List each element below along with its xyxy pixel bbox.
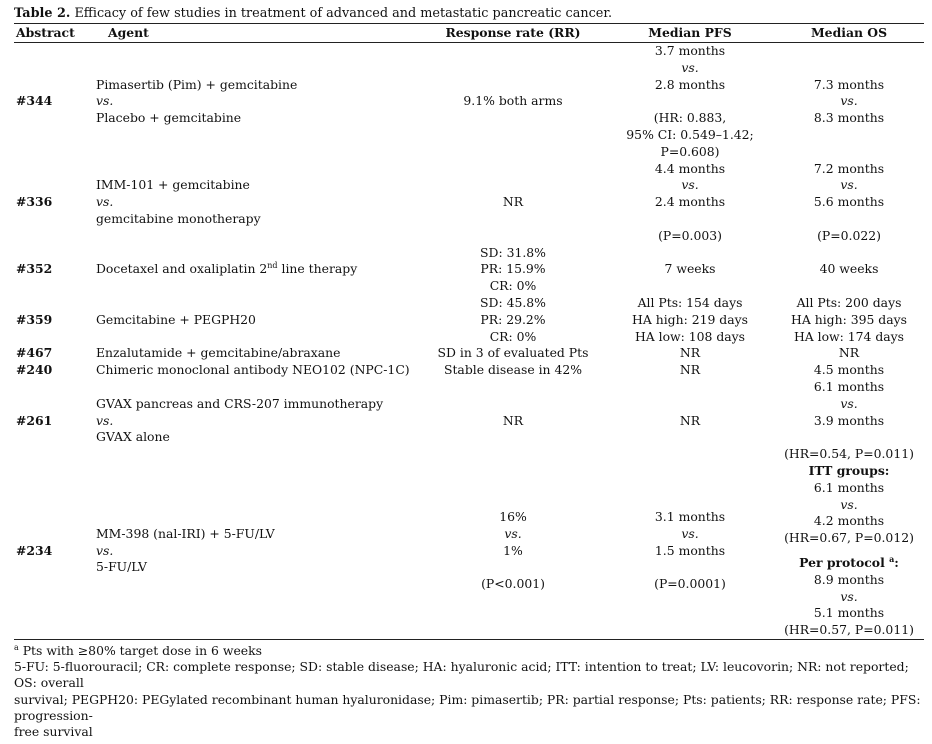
rr-cell <box>420 295 606 345</box>
rr-cell: Stable disease in 42% <box>443 362 583 378</box>
os-line: 8.3 months <box>813 110 885 126</box>
rr-line: SD: 45.8% <box>480 294 546 310</box>
agent-cell <box>94 43 420 161</box>
agent-line: vs. <box>96 412 114 428</box>
os-line: 6.1 months <box>813 378 885 394</box>
abbreviations-line: survival; PEGPH20: PEGylated recombinant human hyaluronidase; Pim: pimasertib; PR: partial response; Pts: patients; RR: response rate; PFS: progression- <box>14 691 921 723</box>
abstract-id: #467 <box>16 345 53 361</box>
pfs-cell <box>606 161 774 245</box>
footnote-mark: a <box>889 553 895 564</box>
rr-line: (P<0.001) <box>481 576 545 592</box>
rr-cell: NR <box>502 412 524 428</box>
agent-cell <box>94 161 420 245</box>
pfs-line: HA low: 108 days <box>634 328 746 344</box>
agent-line: IMM-101 + gemcitabine <box>96 177 250 193</box>
rr-line: 16% <box>499 508 527 524</box>
header-row <box>14 24 924 43</box>
os-line: vs. <box>840 177 858 193</box>
os-line: (HR=0.67, P=0.012) <box>784 530 914 546</box>
agent-line: 5-FU/LV <box>96 559 147 575</box>
caption-label: Table 2. <box>14 6 71 21</box>
os-line: vs. <box>840 588 858 604</box>
os-cell <box>774 43 924 161</box>
ordinal-superscript: nd <box>267 261 278 271</box>
pfs-line: 2.8 months <box>654 76 726 92</box>
caption-text: Efficacy of few studies in treatment of advanced and metastatic pancreatic cancer. <box>74 6 613 21</box>
table-caption <box>14 6 924 22</box>
os-line: HA low: 174 days <box>793 328 905 344</box>
table-row <box>14 161 924 245</box>
agent-line: vs. <box>96 93 114 109</box>
pfs-line: vs. <box>681 177 699 193</box>
abstract-id: #344 <box>16 93 53 109</box>
rr-cell <box>420 463 606 639</box>
os-cell: NR <box>838 345 860 361</box>
os-cell <box>774 161 924 245</box>
agent-text: line therapy <box>277 261 358 277</box>
agent-line: vs. <box>96 194 114 210</box>
os-line: (HR=0.54, P=0.011) <box>784 446 914 462</box>
os-cell: 40 weeks <box>819 261 879 277</box>
rr-cell: NR <box>502 194 524 210</box>
pfs-line: 4.4 months <box>654 160 726 176</box>
rr-line: CR: 0% <box>489 328 537 344</box>
pfs-line: 3.1 months <box>654 508 726 524</box>
table-row <box>14 463 924 639</box>
table-row <box>14 362 924 379</box>
rr-cell: SD in 3 of evaluated Pts <box>437 345 589 361</box>
os-line: 7.2 months <box>813 160 885 176</box>
rr-cell <box>420 245 606 295</box>
pfs-cell: NR <box>679 345 701 361</box>
header-os: Median OS <box>810 25 888 40</box>
pfs-line: 1.5 months <box>654 542 726 558</box>
table-row <box>14 295 924 345</box>
header-agent: Agent <box>108 25 149 40</box>
document-page <box>14 6 924 740</box>
abstract-id: #240 <box>16 362 53 378</box>
rr-line: 1% <box>503 542 523 558</box>
os-cell <box>774 463 924 639</box>
rr-line: vs. <box>504 525 522 541</box>
agent-line: gemcitabine monotherapy <box>96 210 261 226</box>
header-abstract: Abstract <box>16 25 75 40</box>
os-itt-label: ITT groups: <box>808 462 890 478</box>
pfs-line: P=0.608) <box>660 143 720 159</box>
os-pp-colon: : <box>894 554 899 570</box>
agent-line: MM-398 (nal-IRI) + 5-FU/LV <box>96 525 275 541</box>
footnote-mark: a <box>14 642 19 652</box>
os-line: HA high: 395 days <box>791 311 907 327</box>
pfs-cell: NR <box>679 362 701 378</box>
rr-line: SD: 31.8% <box>480 244 546 260</box>
agent-line: GVAX pancreas and CRS-207 immunotherapy <box>96 395 384 411</box>
agent-line: Pimasertib (Pim) + gemcitabine <box>96 76 298 92</box>
table-footnotes <box>14 643 924 740</box>
agent-cell <box>94 463 420 639</box>
os-line: 5.6 months <box>813 194 885 210</box>
abstract-id: #336 <box>16 194 53 210</box>
os-line: (HR=0.57, P=0.011) <box>784 622 914 638</box>
os-line: vs. <box>840 496 858 512</box>
pfs-line: (P=0.0001) <box>654 576 726 592</box>
pfs-cell <box>606 295 774 345</box>
os-line: vs. <box>840 93 858 109</box>
pfs-line: 95% CI: 0.549–1.42; <box>626 126 754 142</box>
os-line: 3.9 months <box>813 412 885 428</box>
rr-line: CR: 0% <box>489 278 537 294</box>
os-line: 6.1 months <box>813 479 885 495</box>
agent-line: Placebo + gemcitabine <box>96 110 242 126</box>
table-row <box>14 345 924 362</box>
table-row <box>14 245 924 295</box>
abstract-id: #261 <box>16 412 53 428</box>
os-line: (P=0.022) <box>817 227 881 243</box>
footnote-a <box>14 643 924 659</box>
pfs-cell <box>606 463 774 639</box>
os-line: 7.3 months <box>813 76 885 92</box>
abbreviations-line: free survival <box>14 723 93 739</box>
pfs-cell: NR <box>679 412 701 428</box>
os-line: 8.9 months <box>813 571 885 587</box>
agent-cell: Enzalutamide + gemcitabine/abraxane <box>96 345 341 361</box>
pfs-line: vs. <box>681 525 699 541</box>
header-pfs: Median PFS <box>648 25 732 40</box>
table-row <box>14 379 924 463</box>
pfs-line: 2.4 months <box>654 194 726 210</box>
pfs-cell: 7 weeks <box>664 261 716 277</box>
agent-text: Docetaxel and oxaliplatin 2 <box>96 261 268 277</box>
pfs-line: (HR: 0.883, <box>653 110 727 126</box>
agent-cell: Chimeric monoclonal antibody NEO102 (NPC-1C) <box>96 362 410 378</box>
os-line: vs. <box>840 395 858 411</box>
footnote-a-text: Pts with ≥80% target dose in 6 weeks <box>18 642 262 658</box>
pfs-line: (P=0.003) <box>658 227 722 243</box>
abstract-id: #234 <box>16 542 53 558</box>
pfs-line: 3.7 months <box>654 43 726 58</box>
table-row <box>14 43 924 161</box>
os-cell: 4.5 months <box>813 362 885 378</box>
pfs-line: HA high: 219 days <box>632 311 748 327</box>
os-pp-label-text: Per protocol <box>799 554 885 570</box>
rr-cell: 9.1% both arms <box>463 93 563 109</box>
agent-line: vs. <box>96 542 114 558</box>
os-line: 5.1 months <box>813 605 885 621</box>
pfs-line: All Pts: 154 days <box>637 294 743 310</box>
abbreviations-line: 5-FU: 5-fluorouracil; CR: complete response; SD: stable disease; HA: hyaluronic acid; ITT: intention to treat; LV: leucovorin; NR: not reported; OS: overall <box>14 659 909 691</box>
agent-cell <box>94 379 420 463</box>
efficacy-table <box>14 23 924 640</box>
header-rr: Response rate (RR) <box>445 25 581 40</box>
os-line: All Pts: 200 days <box>796 294 902 310</box>
agent-cell: Gemcitabine + PEGPH20 <box>96 311 256 327</box>
abstract-id: #352 <box>16 261 53 277</box>
os-cell <box>774 295 924 345</box>
os-line: 4.2 months <box>813 513 885 529</box>
agent-cell <box>94 245 420 295</box>
agent-line: GVAX alone <box>96 429 170 445</box>
pfs-cell <box>606 43 774 161</box>
rr-line: PR: 15.9% <box>480 261 546 277</box>
abstract-id: #359 <box>16 311 53 327</box>
os-cell <box>774 379 924 463</box>
pfs-line: vs. <box>681 59 699 75</box>
rr-line: PR: 29.2% <box>480 311 546 327</box>
os-pp-label <box>776 555 922 572</box>
